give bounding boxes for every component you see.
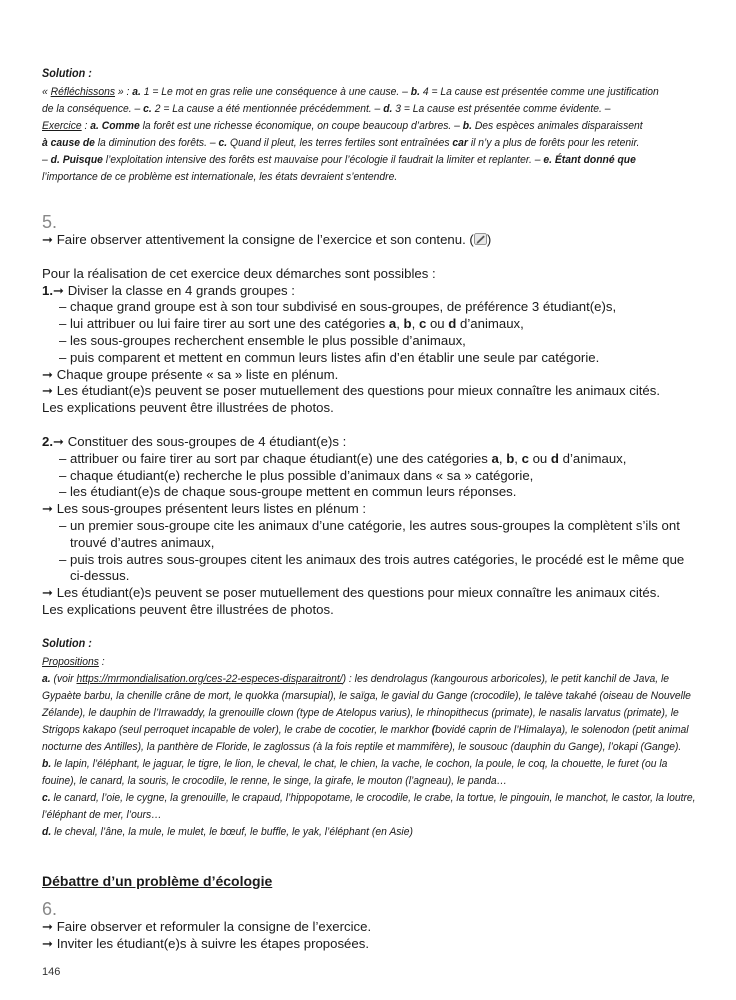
method-number: 2. <box>42 433 53 449</box>
solution-heading: Solution : <box>42 637 92 650</box>
method-1-title <box>42 283 698 300</box>
solution-line <box>42 84 698 101</box>
exercise-5 <box>42 212 698 619</box>
text: la diminution des forêts. – <box>94 137 219 149</box>
instruction-line: ➞ Les sous-groupes présentent leurs listes en plénum : <box>42 501 367 517</box>
solution-block-1 <box>42 66 698 186</box>
exercise-body <box>42 919 698 953</box>
text: – <box>42 154 51 166</box>
bullet: – un premier sous-groupe cite les animaux d’une catégorie, les autres sous-groupes la complètent s’ils ont trouvé d’autres animaux, <box>59 517 680 550</box>
pencil-icon <box>474 233 487 245</box>
connector: à cause de <box>42 137 95 149</box>
category-letter: c <box>418 316 427 332</box>
category-letter: c <box>521 450 529 466</box>
text: ➞ Constituer des sous-groupes de 4 étudiant(e)s : <box>53 433 347 449</box>
exercise-6 <box>42 899 698 953</box>
item-label: c. <box>42 791 51 804</box>
item-label: b. <box>462 120 472 132</box>
page-number: 146 <box>42 966 61 978</box>
bullet: – chaque étudiant(e) recherche le plus possible d’animaux dans « sa » catégorie, <box>59 467 534 483</box>
text: 1 = Le mot en gras relie une conséquence à une cause. – <box>140 86 411 98</box>
text: d’animaux, <box>558 450 627 466</box>
item-label: a. Comme <box>90 120 140 132</box>
text: 3 = La cause est présentée comme évidente. – <box>392 103 611 115</box>
item-label: b. <box>42 757 52 770</box>
text: – attribuer ou faire tirer au sort par chaque étudiant(e) une des catégories <box>59 450 492 466</box>
text: ) : les dendrolagus (kangourous arboricoles), le petit kanchil de Java, le Gypaète barbu, la chenille crâne de mort, le quokka (marsupial), le saïga, le gavial du Gange (crocodile), le talève takahé (oiseau de Nouvelle Zélande), le dauphin de l’Irrawaddy, la grenouille clown (type de Atelopus varius), le rhinopithecus (primate), le nasalis larvatus (primate), le Strigops kakapo (seul perroquet incapable de voler), le crabe de cocotier, le markhor <box>42 672 691 736</box>
bullet: – les étudiant(e)s de chaque sous-groupe mettent en commun leurs réponses. <box>59 484 517 500</box>
text: ou <box>426 316 449 332</box>
text: 4 = La cause est présentée comme une justification <box>419 86 659 98</box>
text: , <box>514 450 522 466</box>
answer-d <box>42 824 698 841</box>
text: Des espèces animales disparaissent <box>471 120 643 132</box>
item-label: e. Étant donné que <box>543 154 636 166</box>
page-content <box>42 66 698 952</box>
category-letter: a <box>388 316 397 332</box>
text: » : <box>115 86 133 98</box>
category-letter: d <box>550 450 559 466</box>
text: : <box>98 655 105 668</box>
instruction-line: ➞ Les étudiant(e)s peuvent se poser mutuellement des questions pour mieux connaître les animaux cités. <box>42 383 661 399</box>
exercise-number: 6. <box>42 898 58 919</box>
item-label: c. <box>143 103 152 115</box>
method-2-title <box>42 434 698 451</box>
bullet: – puis comparent et mettent en commun leurs listes afin d’en établir une seule par catégorie. <box>59 349 600 365</box>
text: il n’y a plus de forêts pour les retenir. <box>467 137 640 149</box>
source-link[interactable]: https://mrmondialisation.org/ces-22-especes-disparaitront/ <box>76 672 343 685</box>
text: la forêt est une richesse économique, on coupe beaucoup d’arbres. – <box>139 120 463 132</box>
solution-heading: Solution : <box>42 68 92 80</box>
text: bovidé caprin de l’Himalaya), le solenodon (petit animal nocturne des Antilles), la panthère de Floride, le zaglossus (à la fois reptile et mammifère), le sousouc (dauphin du Gange), l’okapi (Gange). <box>42 723 689 753</box>
text: – lui attribuer ou lui faire tirer au sort une des catégories <box>59 316 389 332</box>
category-letter: b <box>506 450 515 466</box>
instruction-line: ➞ Chaque groupe présente « sa » liste en plénum. <box>42 366 339 382</box>
text: ➞ Faire observer attentivement la consigne de l’exercice et son contenu. ( <box>42 232 474 247</box>
category-letter: a <box>491 450 499 466</box>
text: 2 = La cause a été mentionnée précédemment. – <box>151 103 384 115</box>
category-letter: b <box>403 316 412 332</box>
text: , <box>498 450 507 466</box>
bullet <box>42 451 698 468</box>
section-title: Débattre d’un problème d’écologie <box>42 872 273 889</box>
category-letter: d <box>448 316 457 332</box>
text: ➞ Diviser la classe en 4 grands groupes : <box>53 282 295 298</box>
text: d’animaux, <box>456 316 524 332</box>
exercise-number: 5. <box>42 212 58 232</box>
bullet <box>42 316 698 333</box>
connector: car <box>452 137 468 149</box>
item-label: a. <box>42 672 51 685</box>
text: ou <box>528 450 551 466</box>
bullet: – les sous-groupes recherchent ensemble le plus possible d’animaux, <box>59 332 466 348</box>
text: : <box>81 120 91 132</box>
answer-c <box>42 790 698 824</box>
instruction-line: Pour la réalisation de cet exercice deux démarches sont possibles : <box>42 265 436 281</box>
text: (voir <box>50 672 77 685</box>
bullet: – chaque grand groupe est à son tour subdivisé en sous-groupes, de préférence 3 étudiant(e)s, <box>59 299 617 315</box>
item-label: d. <box>42 825 52 838</box>
solution-line: l’importance de ce problème est internationale, les états devraient s’entendre. <box>42 171 398 183</box>
instruction-line: ➞ Les étudiant(e)s peuvent se poser mutuellement des questions pour mieux connaître les animaux cités. <box>42 585 661 601</box>
item-label: c. <box>218 137 228 149</box>
text: ( <box>431 723 436 736</box>
text: , <box>411 316 419 332</box>
text: , <box>396 316 404 332</box>
text: le cheval, l’âne, la mule, le mulet, le bœuf, le buffle, le yak, l’éléphant (en Asie) <box>51 825 413 838</box>
text: l’exploitation intensive des forêts est mauvaise pour l’écologie il faudrait la limiter et replanter. – <box>102 154 544 166</box>
text: « <box>42 86 51 98</box>
text: le lapin, l’éléphant, le jaguar, le tigre, le lion, le cheval, le chat, le chien, la vache, le cochon, la poule, le coq, la chouette, le furet (ou la fouine), le canard, la souris, le crocodile, le renne, le singe, la girafe, le mouton (l’agneau), le panda… <box>42 757 668 787</box>
instruction-line: Les explications peuvent être illustrées de photos. <box>42 400 334 416</box>
answer-a <box>42 671 698 756</box>
text: ) <box>486 232 492 247</box>
item-label: d. Puisque <box>50 154 103 166</box>
solution-line <box>42 101 698 118</box>
answer-b <box>42 756 698 790</box>
item-label: d. <box>383 103 393 115</box>
text: le canard, l’oie, le cygne, la grenouille, le crapaud, l’hippopotame, le crocodile, le crabe, la tortue, le pingouin, le manchot, le castor, la loutre, l’éléphant de mer, l’ours… <box>42 791 696 821</box>
solution-line <box>42 135 698 152</box>
bullet: – puis trois autres sous-groupes citent les animaux des trois autres catégories, le procédé est le même que ci-dessus. <box>59 551 685 584</box>
exercice-label: Exercice <box>42 120 82 132</box>
reflechissons-label: Réfléchissons <box>50 86 116 98</box>
text: de la conséquence. – <box>42 103 144 115</box>
instruction-line <box>42 232 698 249</box>
solution-line <box>42 152 698 169</box>
instruction-line: ➞ Inviter les étudiant(e)s à suivre les étapes proposées. <box>42 935 369 951</box>
text: Propositions <box>42 655 99 668</box>
text: Quand il pleut, les terres fertiles sont entraînées <box>227 137 453 149</box>
method-number: 1. <box>42 282 53 298</box>
propositions-label <box>42 654 698 671</box>
instruction-line: Les explications peuvent être illustrées de photos. <box>42 601 334 617</box>
item-label: b. <box>410 86 420 98</box>
item-label: a. <box>132 86 141 98</box>
solution-block-2 <box>42 636 698 841</box>
solution-line <box>42 118 698 135</box>
instruction-line: ➞ Faire observer et reformuler la consigne de l’exercice. <box>42 918 372 934</box>
exercise-body <box>42 232 698 619</box>
